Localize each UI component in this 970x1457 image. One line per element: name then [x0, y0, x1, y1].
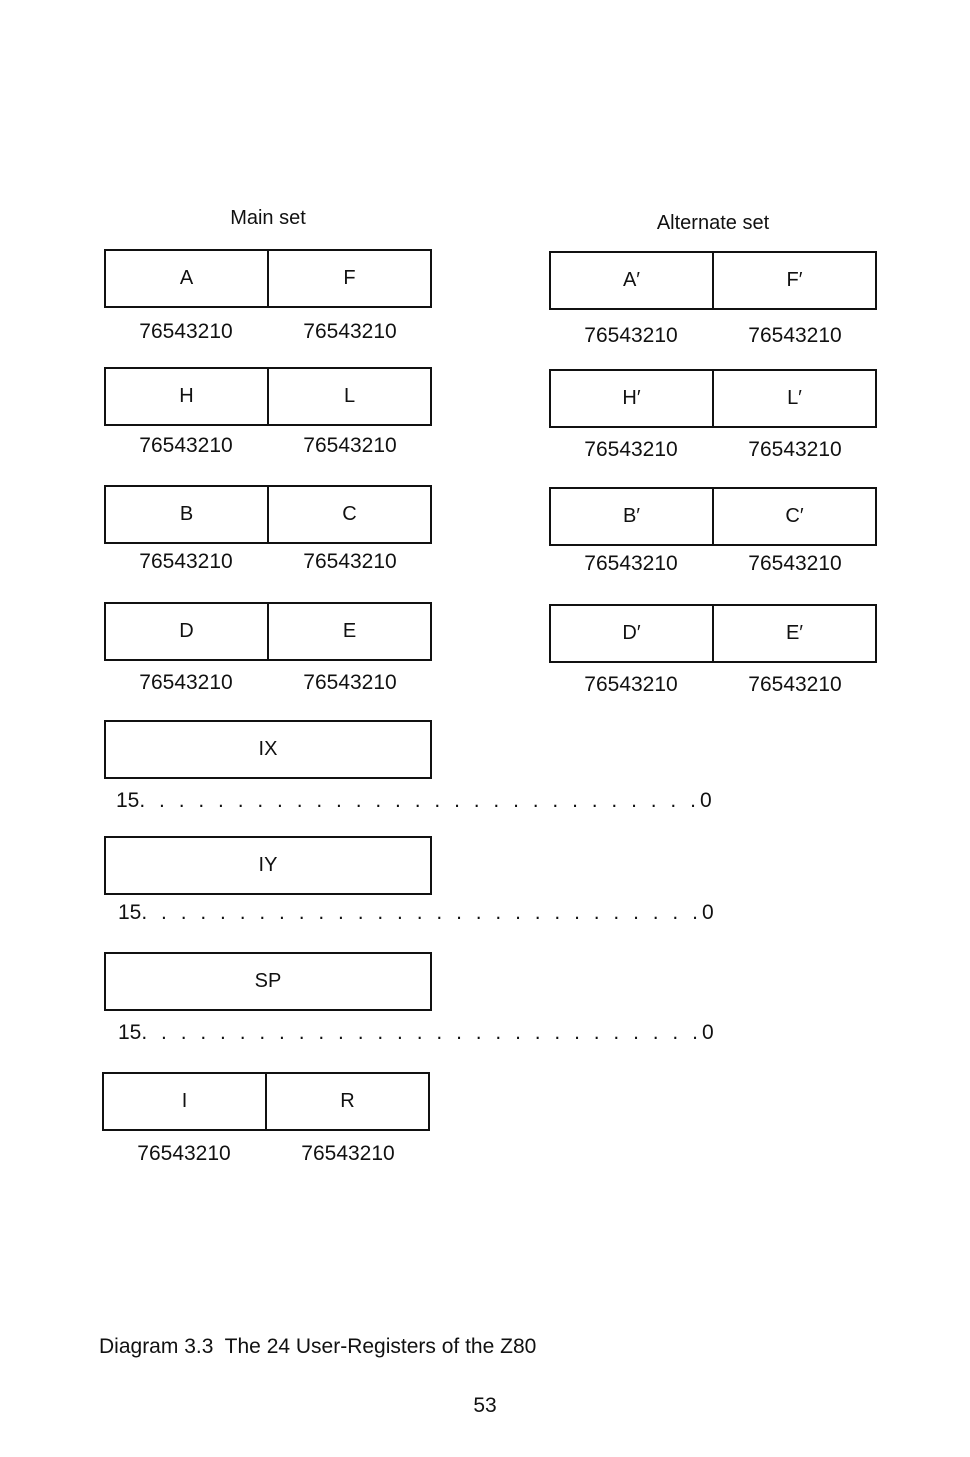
bit-label: 76543210 — [748, 324, 842, 347]
register-iy-label: IY — [258, 854, 278, 876]
bit-labels-af-alt — [549, 324, 877, 348]
register-d: D — [179, 620, 194, 642]
bit-labels-bc — [104, 550, 432, 574]
bit-labels-bc-alt — [549, 552, 877, 576]
register-b: B — [179, 503, 194, 525]
register-l-alt: L′ — [712, 371, 875, 426]
register-c-alt: C′ — [712, 489, 875, 544]
register-l: L — [267, 369, 430, 424]
bit-label: 76543210 — [584, 438, 678, 461]
register-pair-af — [104, 249, 432, 308]
register-pair-bc — [104, 485, 432, 544]
register-c: C — [267, 487, 430, 542]
register-pair-hl-alt — [549, 369, 877, 428]
bit-labels-hl — [104, 434, 432, 458]
register-r: R — [265, 1074, 428, 1129]
bit-label: 76543210 — [303, 434, 397, 457]
bit-labels-af — [104, 320, 432, 344]
range-dots: . . . . . . . . . . . . . . . . . . . . . . . . . . . . . — [139, 789, 700, 812]
register-pair-de-alt — [549, 604, 877, 663]
register-f: F — [267, 251, 430, 306]
register-a: A — [179, 267, 194, 289]
bit-labels-de-alt — [549, 673, 877, 697]
register-pair-ir — [102, 1072, 430, 1131]
bit-range-sp — [118, 1021, 714, 1045]
range-start: 15 — [118, 1021, 142, 1044]
page-number: 53 — [473, 1394, 497, 1417]
register-pair-af-alt — [549, 251, 877, 310]
bit-label: 76543210 — [584, 673, 678, 696]
range-start: 15 — [118, 901, 142, 924]
register-i: I — [181, 1090, 188, 1112]
register-h: H — [179, 385, 194, 407]
register-iy — [104, 836, 432, 895]
range-dots: . . . . . . . . . . . . . . . . . . . . . . . . . . . . . — [141, 901, 702, 924]
bit-labels-ir — [102, 1142, 430, 1166]
bit-range-iy — [118, 901, 714, 925]
register-sp-label: SP — [254, 970, 282, 992]
range-end: 0 — [701, 901, 714, 924]
bit-label: 76543210 — [139, 550, 233, 573]
register-e: E — [267, 604, 430, 659]
bit-label: 76543210 — [139, 671, 233, 694]
range-dots: . . . . . . . . . . . . . . . . . . . . . . . . . . . . . — [141, 1021, 702, 1044]
register-sp — [104, 952, 432, 1011]
range-end: 0 — [699, 789, 712, 812]
bit-label: 76543210 — [303, 671, 397, 694]
bit-label: 76543210 — [303, 320, 397, 343]
register-a-alt: A′ — [622, 269, 641, 291]
alternate-set-heading: Alternate set — [656, 212, 770, 234]
main-set-heading: Main set — [230, 207, 306, 229]
bit-label: 76543210 — [139, 320, 233, 343]
bit-label: 76543210 — [748, 552, 842, 575]
register-h-alt: H′ — [622, 387, 641, 409]
bit-label: 76543210 — [301, 1142, 395, 1165]
register-e-alt: E′ — [712, 606, 875, 661]
register-b-alt: B′ — [622, 505, 641, 527]
bit-label: 76543210 — [137, 1142, 231, 1165]
bit-range-ix — [116, 789, 712, 813]
bit-label: 76543210 — [139, 434, 233, 457]
bit-label: 76543210 — [748, 438, 842, 461]
bit-labels-de — [104, 671, 432, 695]
register-pair-de — [104, 602, 432, 661]
register-ix — [104, 720, 432, 779]
diagram-caption: Diagram 3.3 The 24 User-Registers of the Z80 — [99, 1335, 537, 1358]
range-start: 15 — [116, 789, 140, 812]
bit-label: 76543210 — [748, 673, 842, 696]
bit-label: 76543210 — [303, 550, 397, 573]
register-d-alt: D′ — [622, 622, 641, 644]
bit-labels-hl-alt — [549, 438, 877, 462]
range-end: 0 — [701, 1021, 714, 1044]
bit-label: 76543210 — [584, 324, 678, 347]
bit-label: 76543210 — [584, 552, 678, 575]
register-pair-bc-alt — [549, 487, 877, 546]
register-ix-label: IX — [258, 738, 278, 760]
register-pair-hl — [104, 367, 432, 426]
register-f-alt: F′ — [712, 253, 875, 308]
